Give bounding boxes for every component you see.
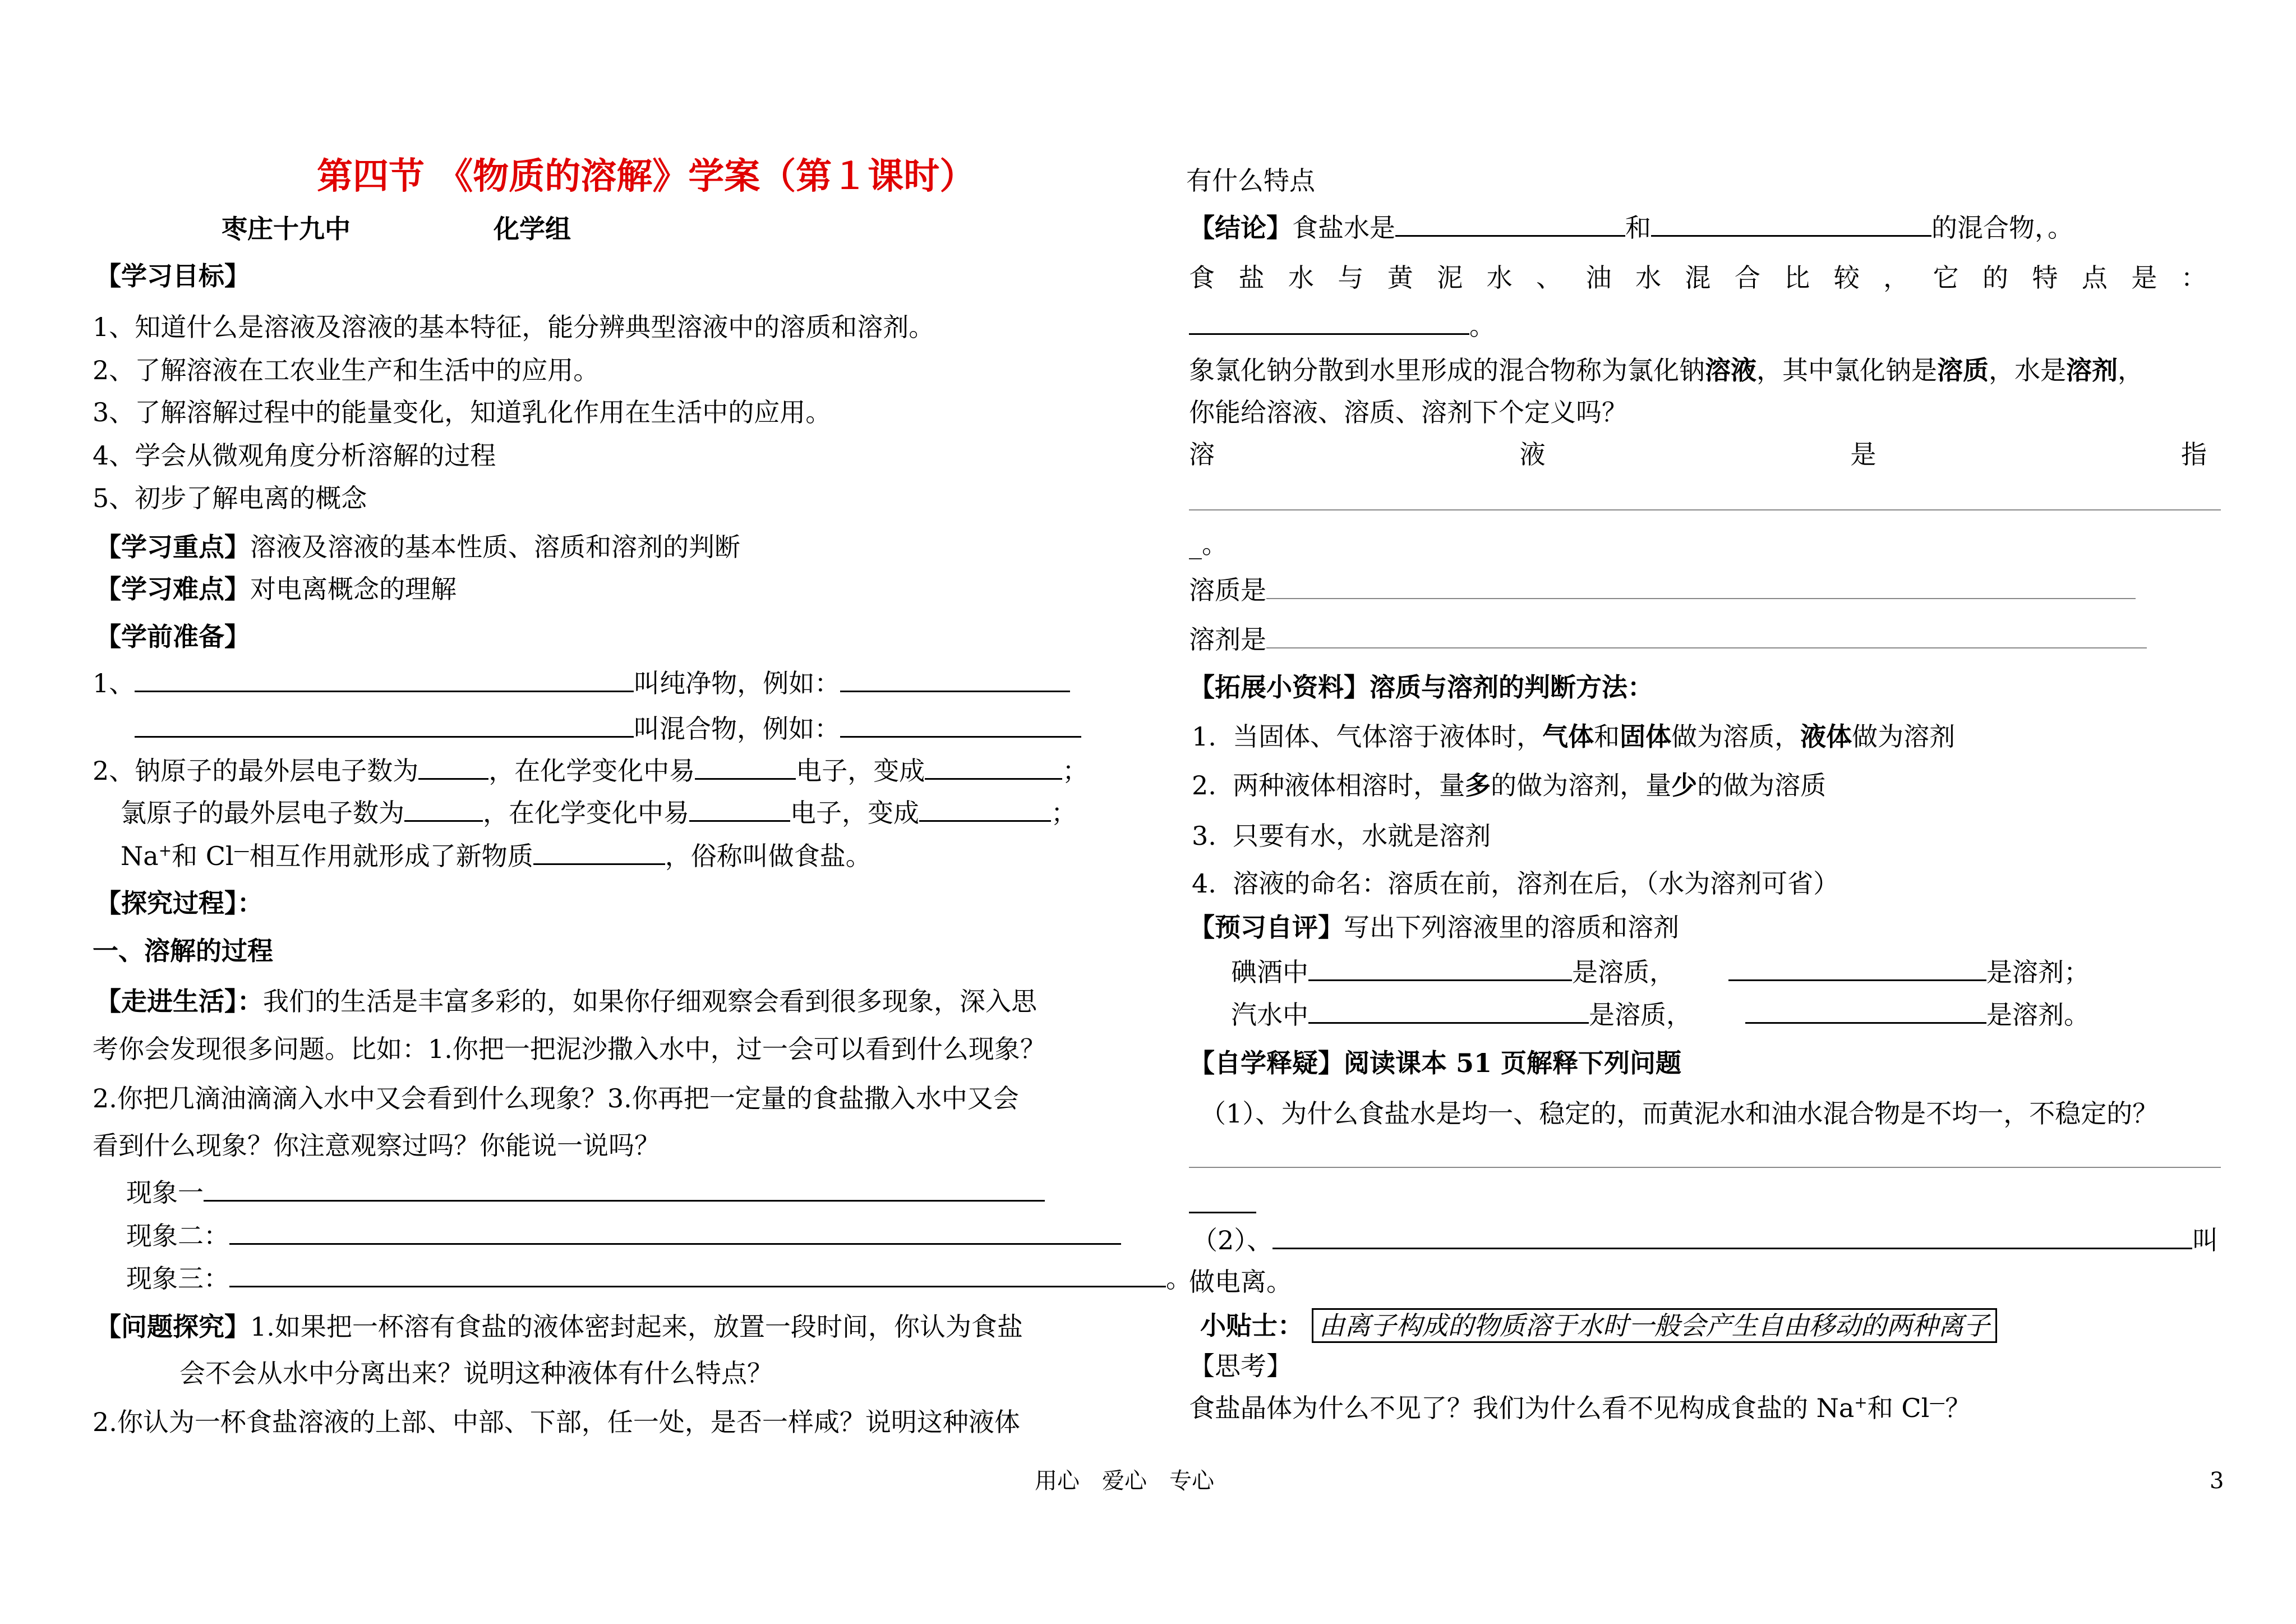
answer-line-stub: [1189, 1212, 1256, 1213]
comparison-char: 泥: [1437, 263, 1463, 293]
self-eval-heading: 【预习自评】: [1189, 912, 1344, 942]
key-points: [95, 530, 740, 564]
prep-number: 1、: [93, 668, 135, 698]
term-solution: 溶液: [1705, 355, 1756, 385]
question-text: 叫: [2192, 1225, 2219, 1255]
key-points-heading: 【学习重点】: [95, 532, 250, 562]
blank-field[interactable]: [689, 795, 790, 822]
solvent-definition: [1189, 623, 2147, 656]
definition-text: ，其中氯化钠是: [1756, 355, 1937, 385]
extension-item-4: [1192, 867, 1839, 900]
life-paragraph-2: 考你会发现很多问题。比如：1.你把一把泥沙撒入水中，过一会可以看到什么现象？: [93, 1034, 1046, 1064]
prep-heading: 【学前准备】: [95, 622, 250, 652]
solution-char: 指: [2180, 439, 2207, 470]
page-title: 第四节 《物质的溶解》学案（第１课时）: [317, 155, 976, 197]
prep-text: 叫混合物，例如：: [634, 714, 840, 744]
solute-label: 溶质是: [1189, 575, 1266, 605]
blank-field[interactable]: [1273, 1223, 2192, 1249]
think-text: 食盐晶体为什么不见了？我们为什么看不见构成食盐的 Na: [1189, 1393, 1855, 1423]
comparison-answer: [1189, 309, 1495, 343]
term-less: 少: [1671, 770, 1698, 801]
blank-field[interactable]: [840, 666, 1070, 692]
blank-field[interactable]: [1308, 997, 1589, 1024]
comparison-char: 黄: [1387, 263, 1413, 293]
extension-number: 2.: [1192, 770, 1216, 801]
school-name: 枣庄十九中: [222, 214, 351, 244]
blank-field[interactable]: [1266, 573, 2136, 599]
extension-item-3: [1192, 819, 1491, 853]
self-study-heading: 【自学释疑】阅读课本 51 页解释下列问题: [1189, 1048, 1682, 1078]
blank-field[interactable]: [229, 1218, 1121, 1245]
prep-number: 2、: [93, 756, 135, 786]
prep-item-2-ion: [121, 839, 872, 873]
prep-text: 相互作用就形成了新物质: [249, 841, 533, 871]
prep-item-1b: [135, 711, 1081, 746]
extension-text: 两种液体相溶时，量: [1233, 770, 1465, 801]
comparison-char: 混: [1685, 263, 1711, 293]
self-study-question-1: （1）、为什么食盐水是均一、稳定的，而黄泥水和油水混合物是不均一，不稳定的？: [1200, 1098, 2159, 1129]
extension-text: 当固体、气体溶于液体时，: [1233, 721, 1543, 752]
comparison-char: 油: [1585, 263, 1612, 293]
row-text: 是溶剂。: [1986, 1000, 2090, 1030]
life-paragraph-1: [95, 984, 1037, 1018]
phenomenon-3: [126, 1261, 1192, 1295]
comparison-char: 比: [1784, 263, 1810, 293]
comparison-line: [1189, 261, 2207, 295]
self-study-question-2-cont: 做电离。: [1189, 1267, 1292, 1297]
explore-heading: 【探究过程】：: [95, 888, 263, 918]
objective-item: 1、知道什么是溶液及溶液的基本特征，能分辨典型溶液中的溶质和溶剂。: [93, 312, 935, 342]
conclusion-text: 食盐水是: [1292, 213, 1395, 243]
term-liquid: 液体: [1800, 721, 1852, 752]
comparison-char: 点: [2081, 263, 2108, 293]
ion-na: Na: [121, 841, 159, 871]
phenomenon-label: 现象三：: [126, 1263, 229, 1294]
prep-item-2-na: [93, 753, 1088, 788]
blank-field[interactable]: [204, 1175, 1045, 1202]
objective-item: 5、初步了解电离的概念: [93, 483, 367, 513]
extension-item-2: [1192, 769, 1826, 802]
extension-text: 溶液的命名：溶质在前，溶剂在后，（水为溶剂可省）: [1233, 868, 1839, 899]
ion-charge: +: [158, 841, 172, 860]
comparison-char: 它: [1933, 263, 1959, 293]
solution-char: 是: [1850, 439, 1877, 470]
life-paragraph-4: 看到什么现象？你注意观察过吗？你能说一说吗？: [93, 1130, 660, 1161]
solution-char: 溶: [1189, 439, 1215, 470]
tip-heading: 小贴士：: [1200, 1310, 1303, 1341]
extension-number: 4.: [1192, 868, 1216, 899]
comparison-char: 合: [1734, 263, 1760, 293]
question-1-cont: 会不会从水中分离出来？说明这种液体有什么特点？: [179, 1358, 773, 1388]
solution-definition-line: [1189, 438, 2207, 471]
self-eval: [1189, 910, 1679, 944]
extension-text: 和: [1594, 721, 1620, 752]
solvent-label: 溶剂是: [1189, 624, 1266, 655]
soda-row: [1231, 997, 2090, 1032]
prep-text: 电子，变成: [790, 798, 919, 828]
life-text: 我们的生活是丰富多彩的，如果你仔细观察会看到很多现象，深入思: [263, 986, 1037, 1016]
blank-field[interactable]: [919, 795, 1051, 822]
group-name: 化学组: [494, 214, 571, 244]
term-more: 多: [1465, 770, 1491, 801]
think-text: ？: [1945, 1393, 1971, 1423]
row-text: 是溶剂；: [1986, 957, 2090, 987]
question-number: （2）、: [1192, 1225, 1273, 1255]
prep-item-2-cl: [121, 795, 1077, 830]
question-text: 1.如果把一杯溶有食盐的液体密封起来，放置一段时间，你认为食盐: [250, 1312, 1023, 1342]
think-text: 和 Cl: [1867, 1393, 1930, 1423]
solution-char: 液: [1519, 439, 1546, 470]
blank-field[interactable]: [135, 666, 634, 692]
term-solid: 固体: [1620, 721, 1672, 752]
self-study-question-2: [1192, 1223, 2218, 1257]
soda-label: 汽水中: [1231, 1000, 1308, 1030]
term-gas: 气体: [1542, 721, 1594, 752]
comparison-char: 与: [1338, 263, 1364, 293]
think-question: [1189, 1391, 1971, 1425]
definition-intro: [1189, 353, 2143, 387]
prep-text: 钠原子的最外层电子数为: [135, 756, 419, 786]
blank-field[interactable]: [840, 711, 1081, 738]
prep-item-1a: [93, 666, 1070, 700]
phenomenon-2: [126, 1218, 1121, 1253]
objective-item: 3、了解溶解过程中的能量变化，知道乳化作用在生活中的应用。: [93, 397, 832, 427]
definition-text: ，: [2118, 355, 2143, 385]
objective-item: 4、学会从微观角度分析溶解的过程: [93, 440, 496, 471]
prep-text: ，在化学变化中易: [488, 756, 695, 786]
extension-item-1: [1192, 720, 1955, 753]
blank-field[interactable]: [1745, 997, 1986, 1024]
self-eval-text: 写出下列溶液里的溶质和溶剂: [1344, 912, 1679, 942]
solution-definition-end: _。: [1189, 529, 1228, 559]
ion-charge: —: [233, 841, 250, 860]
comparison-char: 特: [2032, 263, 2058, 293]
prep-text: ，俗称叫做食盐。: [665, 841, 872, 871]
ion-charge: —: [1929, 1393, 1945, 1412]
comparison-char: 是: [2131, 263, 2157, 293]
comparison-char: 的: [1983, 263, 2008, 293]
blank-field[interactable]: [1728, 955, 1986, 981]
row-text: 是溶质，: [1589, 1000, 1692, 1030]
blank-field[interactable]: [925, 753, 1062, 780]
iodine-row: [1231, 955, 2090, 989]
page-number: 3: [2210, 1468, 2224, 1494]
tip: [1200, 1308, 1997, 1343]
blank-field[interactable]: [404, 795, 483, 822]
blank-field[interactable]: [695, 753, 796, 780]
prep-text: ，在化学变化中易: [483, 798, 689, 828]
life-heading: 【走进生活】：: [95, 986, 263, 1016]
extension-text: 做为溶质，: [1671, 721, 1801, 752]
row-text: 是溶质，: [1572, 957, 1675, 987]
objectives-heading: 【学习目标】: [95, 261, 250, 291]
comparison-end: 。: [1469, 311, 1495, 341]
prep-text: ；: [1051, 798, 1077, 828]
ion-charge: +: [1854, 1393, 1868, 1412]
question-1: [95, 1310, 1023, 1344]
objective-item: 2、了解溶液在工农业生产和生活中的应用。: [93, 355, 600, 385]
comparison-char: 、: [1536, 263, 1562, 293]
definition-text: ，水是: [1989, 355, 2066, 385]
difficult-points: [95, 572, 457, 606]
blank-field[interactable]: [1266, 623, 2147, 648]
prep-text: 叫纯净物，例如：: [634, 668, 841, 698]
comparison-char: 食: [1189, 263, 1215, 293]
blank-field[interactable]: [229, 1261, 1166, 1287]
comparison-char: 水: [1486, 263, 1513, 293]
blank-field[interactable]: [135, 711, 634, 738]
conclusion: [1189, 210, 2073, 245]
phenomenon-label: 现象二：: [126, 1221, 229, 1251]
comparison-char: ：: [2180, 263, 2207, 293]
blank-field[interactable]: [533, 839, 665, 865]
question-heading: 【问题探究】: [95, 1312, 250, 1342]
definition-text: 象氯化钠分散到水里形成的混合物称为氯化钠: [1189, 355, 1705, 385]
extension-text: 的做为溶质: [1697, 770, 1827, 801]
phenomenon-label: 现象一: [126, 1177, 204, 1208]
term-solvent: 溶剂: [2066, 355, 2118, 385]
blank-field[interactable]: [1395, 210, 1625, 237]
think-heading: 【思考】: [1189, 1351, 1292, 1381]
extension-text: 做为溶剂: [1852, 721, 1956, 752]
blank-field[interactable]: [1189, 309, 1469, 335]
life-paragraph-3: 2.你把几滴油滴滴入水中又会看到什么现象？3.你再把一定量的食盐撒入水中又会: [93, 1083, 1019, 1114]
question-2: 2.你认为一杯食盐溶液的上部、中部、下部，任一处，是否一样咸？说明这种液体: [93, 1407, 1020, 1437]
footer-motto: 用心 爱心 专心: [1035, 1468, 1214, 1494]
extension-number: 1.: [1192, 721, 1216, 752]
section-heading: 一、溶解的过程: [93, 936, 273, 966]
blank-field[interactable]: [1651, 210, 1931, 237]
answer-line[interactable]: [1189, 1167, 2221, 1168]
difficult-points-heading: 【学习难点】: [95, 574, 250, 604]
prep-text: 和 Cl: [172, 841, 234, 871]
prep-text: 电子，变成: [796, 756, 925, 786]
comparison-char: 较: [1833, 263, 1860, 293]
prep-text: ；: [1062, 756, 1089, 786]
extension-text: 只要有水，水就是溶剂: [1233, 821, 1491, 851]
term-solute: 溶质: [1937, 355, 1989, 385]
conclusion-heading: 【结论】: [1189, 213, 1292, 243]
extension-number: 3.: [1192, 821, 1216, 851]
difficult-points-text: 对电离概念的理解: [250, 574, 457, 604]
blank-field[interactable]: [1308, 955, 1572, 981]
phenomenon-1: [126, 1175, 1045, 1209]
extension-heading: 【拓展小资料】溶质与溶剂的判断方法：: [1189, 672, 1653, 702]
tip-text-box: 由离子构成的物质溶于水时一般会产生自由移动的两种离子: [1312, 1308, 1997, 1343]
conclusion-text: 的混合物，。: [1931, 213, 2073, 243]
definition-question: 你能给溶液、溶质、溶剂下个定义吗？: [1189, 397, 1628, 427]
comparison-char: 水: [1288, 263, 1314, 293]
answer-line[interactable]: [1189, 509, 2221, 510]
blank-field[interactable]: [418, 753, 488, 780]
prep-text: 氯原子的最外层电子数为: [121, 798, 404, 828]
comparison-char: 水: [1635, 263, 1661, 293]
conclusion-text: 和: [1625, 213, 1651, 243]
key-points-text: 溶液及溶液的基本性质、溶质和溶剂的判断: [250, 532, 740, 562]
question-2-cont: 有什么特点: [1186, 165, 1315, 196]
comparison-char: 盐: [1238, 263, 1265, 293]
solute-definition: [1189, 573, 2136, 607]
phenomenon-end: 。: [1166, 1263, 1192, 1294]
iodine-label: 碘酒中: [1231, 957, 1308, 987]
extension-text: 的做为溶剂，量: [1491, 770, 1672, 801]
comparison-char: ，: [1883, 263, 1910, 293]
